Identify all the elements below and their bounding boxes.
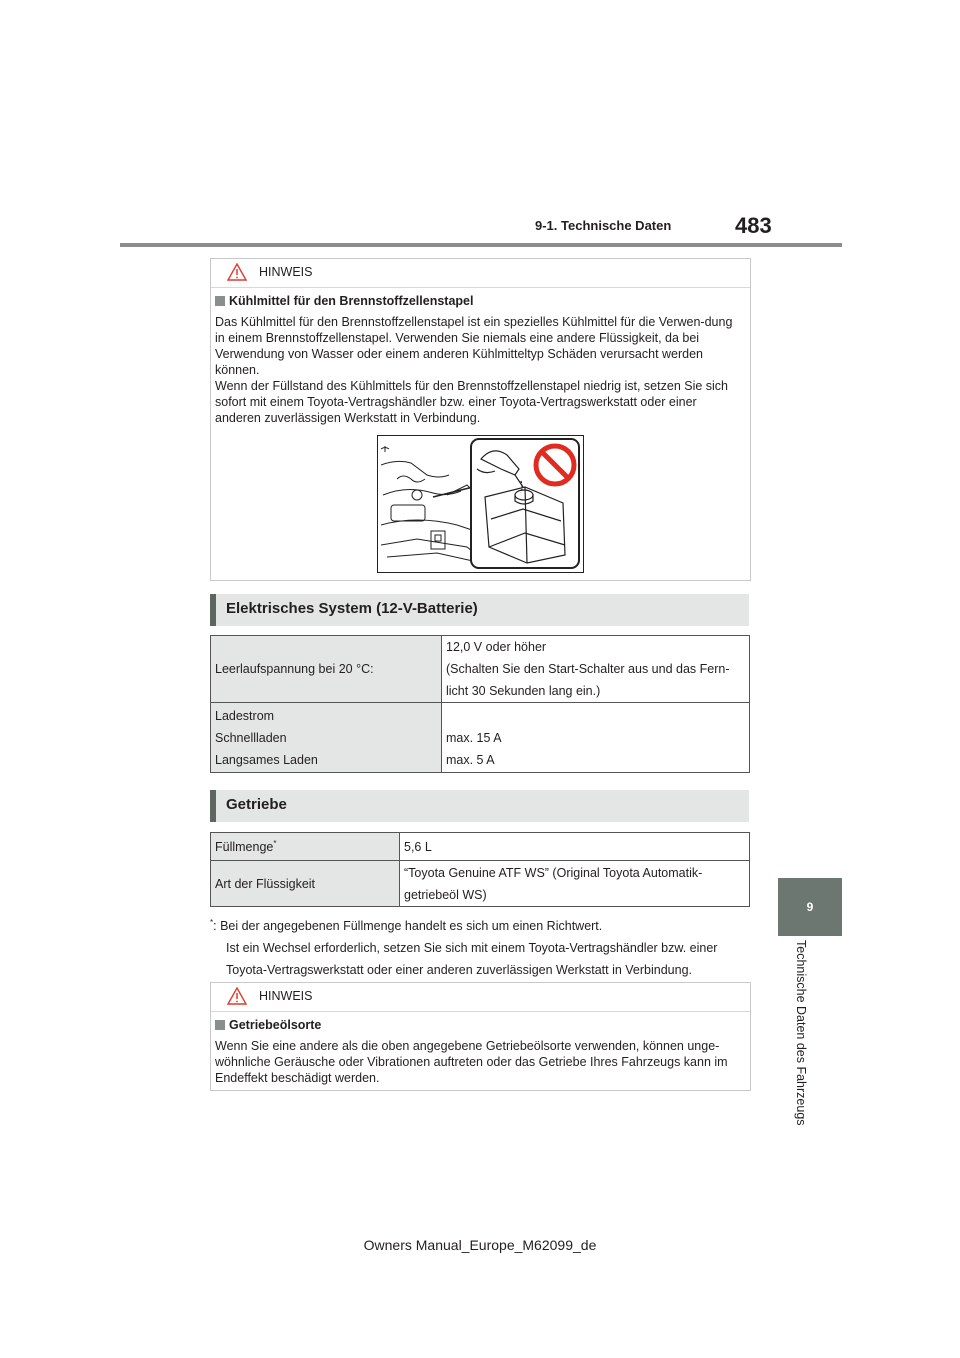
note-label: HINWEIS [259, 265, 313, 279]
section-heading-text: Elektrisches System (12-V-Batterie) [226, 600, 478, 617]
header-rule [120, 243, 842, 247]
footnote: *: Bei der angegebenen Füllmenge handelt es sich um einen Richtwert. Ist ein Wechsel erforderlich, setzen Sie sich mit einem Toyota-Vertragshändler bzw. einer Toyota-Vertragswerkstatt oder einer anderen zuverlässigen Werkstatt in Verbindung. [210, 918, 718, 978]
spec-label: Art der Flüssigkeit [211, 861, 400, 907]
chapter-number: 9 [806, 900, 814, 914]
section-title: 9-1. Technische Daten [535, 218, 672, 233]
section-heading-text: Getriebe [226, 796, 287, 813]
chapter-title: Technische Daten des Fahrzeugs [794, 940, 808, 1126]
footer-text: Owners Manual_Europe_M62099_de [363, 1237, 597, 1253]
spec-label: Ladestrom Schnellladen Langsames Laden [211, 703, 442, 773]
note-header [211, 983, 750, 1012]
section-heading-transmission [210, 790, 749, 822]
spec-value: 12,0 V oder höher (Schalten Sie den Start-Schalter aus und das Fern- licht 30 Sekunden lang ein.) [442, 636, 750, 703]
spec-label: Füllmenge* [211, 833, 400, 861]
transmission-spec-table [210, 832, 750, 907]
warning-icon [227, 263, 247, 281]
spec-label: Leerlaufspannung bei 20 °C: [211, 636, 442, 703]
bullet-square-icon [215, 1020, 225, 1030]
note-paragraph: Wenn der Füllstand des Kühlmittels für den Brennstoffzellenstapel niedrig ist, setzen Sie sich sofort mit einem Toyota-Vertragshändler bzw. einer Toyota-Vertragswerkstatt oder einer anderen zuverlässigen Werkstatt in Verbindung. [215, 379, 729, 425]
note-paragraph: Das Kühlmittel für den Brennstoffzellenstapel ist ein spezielles Kühlmittel für die Verwen-dung in einem Brennstoffzellenstapel. Verwenden Sie niemals eine andere Flüssigkeit, da bei Verwendung von Wasser oder einem anderen Kühlmitteltyp Schäden verursacht werden können. [215, 315, 733, 377]
note-subtitle: Kühlmittel für den Brennstoffzellenstapel [215, 293, 738, 309]
page-number: 483 [735, 213, 772, 238]
table-row [211, 861, 750, 907]
spec-value: max. 15 A max. 5 A [442, 703, 750, 773]
note-box-gear-oil [210, 982, 751, 1091]
table-row [211, 703, 750, 773]
bullet-square-icon [215, 296, 225, 306]
section-heading-battery [210, 594, 749, 626]
note-label: HINWEIS [259, 989, 313, 1003]
warning-icon [227, 987, 247, 1005]
note-box-coolant [210, 258, 751, 581]
spec-value: “Toyota Genuine ATF WS” (Original Toyota Automatik- getriebeöl WS) [400, 861, 750, 907]
battery-spec-table [210, 635, 750, 773]
note-header [211, 259, 750, 288]
note-subtitle: Getriebeölsorte [215, 1017, 738, 1033]
table-row [211, 833, 750, 861]
note-paragraph: Wenn Sie eine andere als die oben angegebene Getriebeölsorte verwenden, können unge-wöhnliche Geräusche oder Vibrationen auftreten oder das Getriebe Ihres Fahrzeugs kann im Endeffekt beschädigt werden. [215, 1039, 728, 1085]
spec-value: 5,6 L [400, 833, 750, 861]
coolant-refill-illustration [377, 435, 584, 573]
table-row [211, 636, 750, 703]
